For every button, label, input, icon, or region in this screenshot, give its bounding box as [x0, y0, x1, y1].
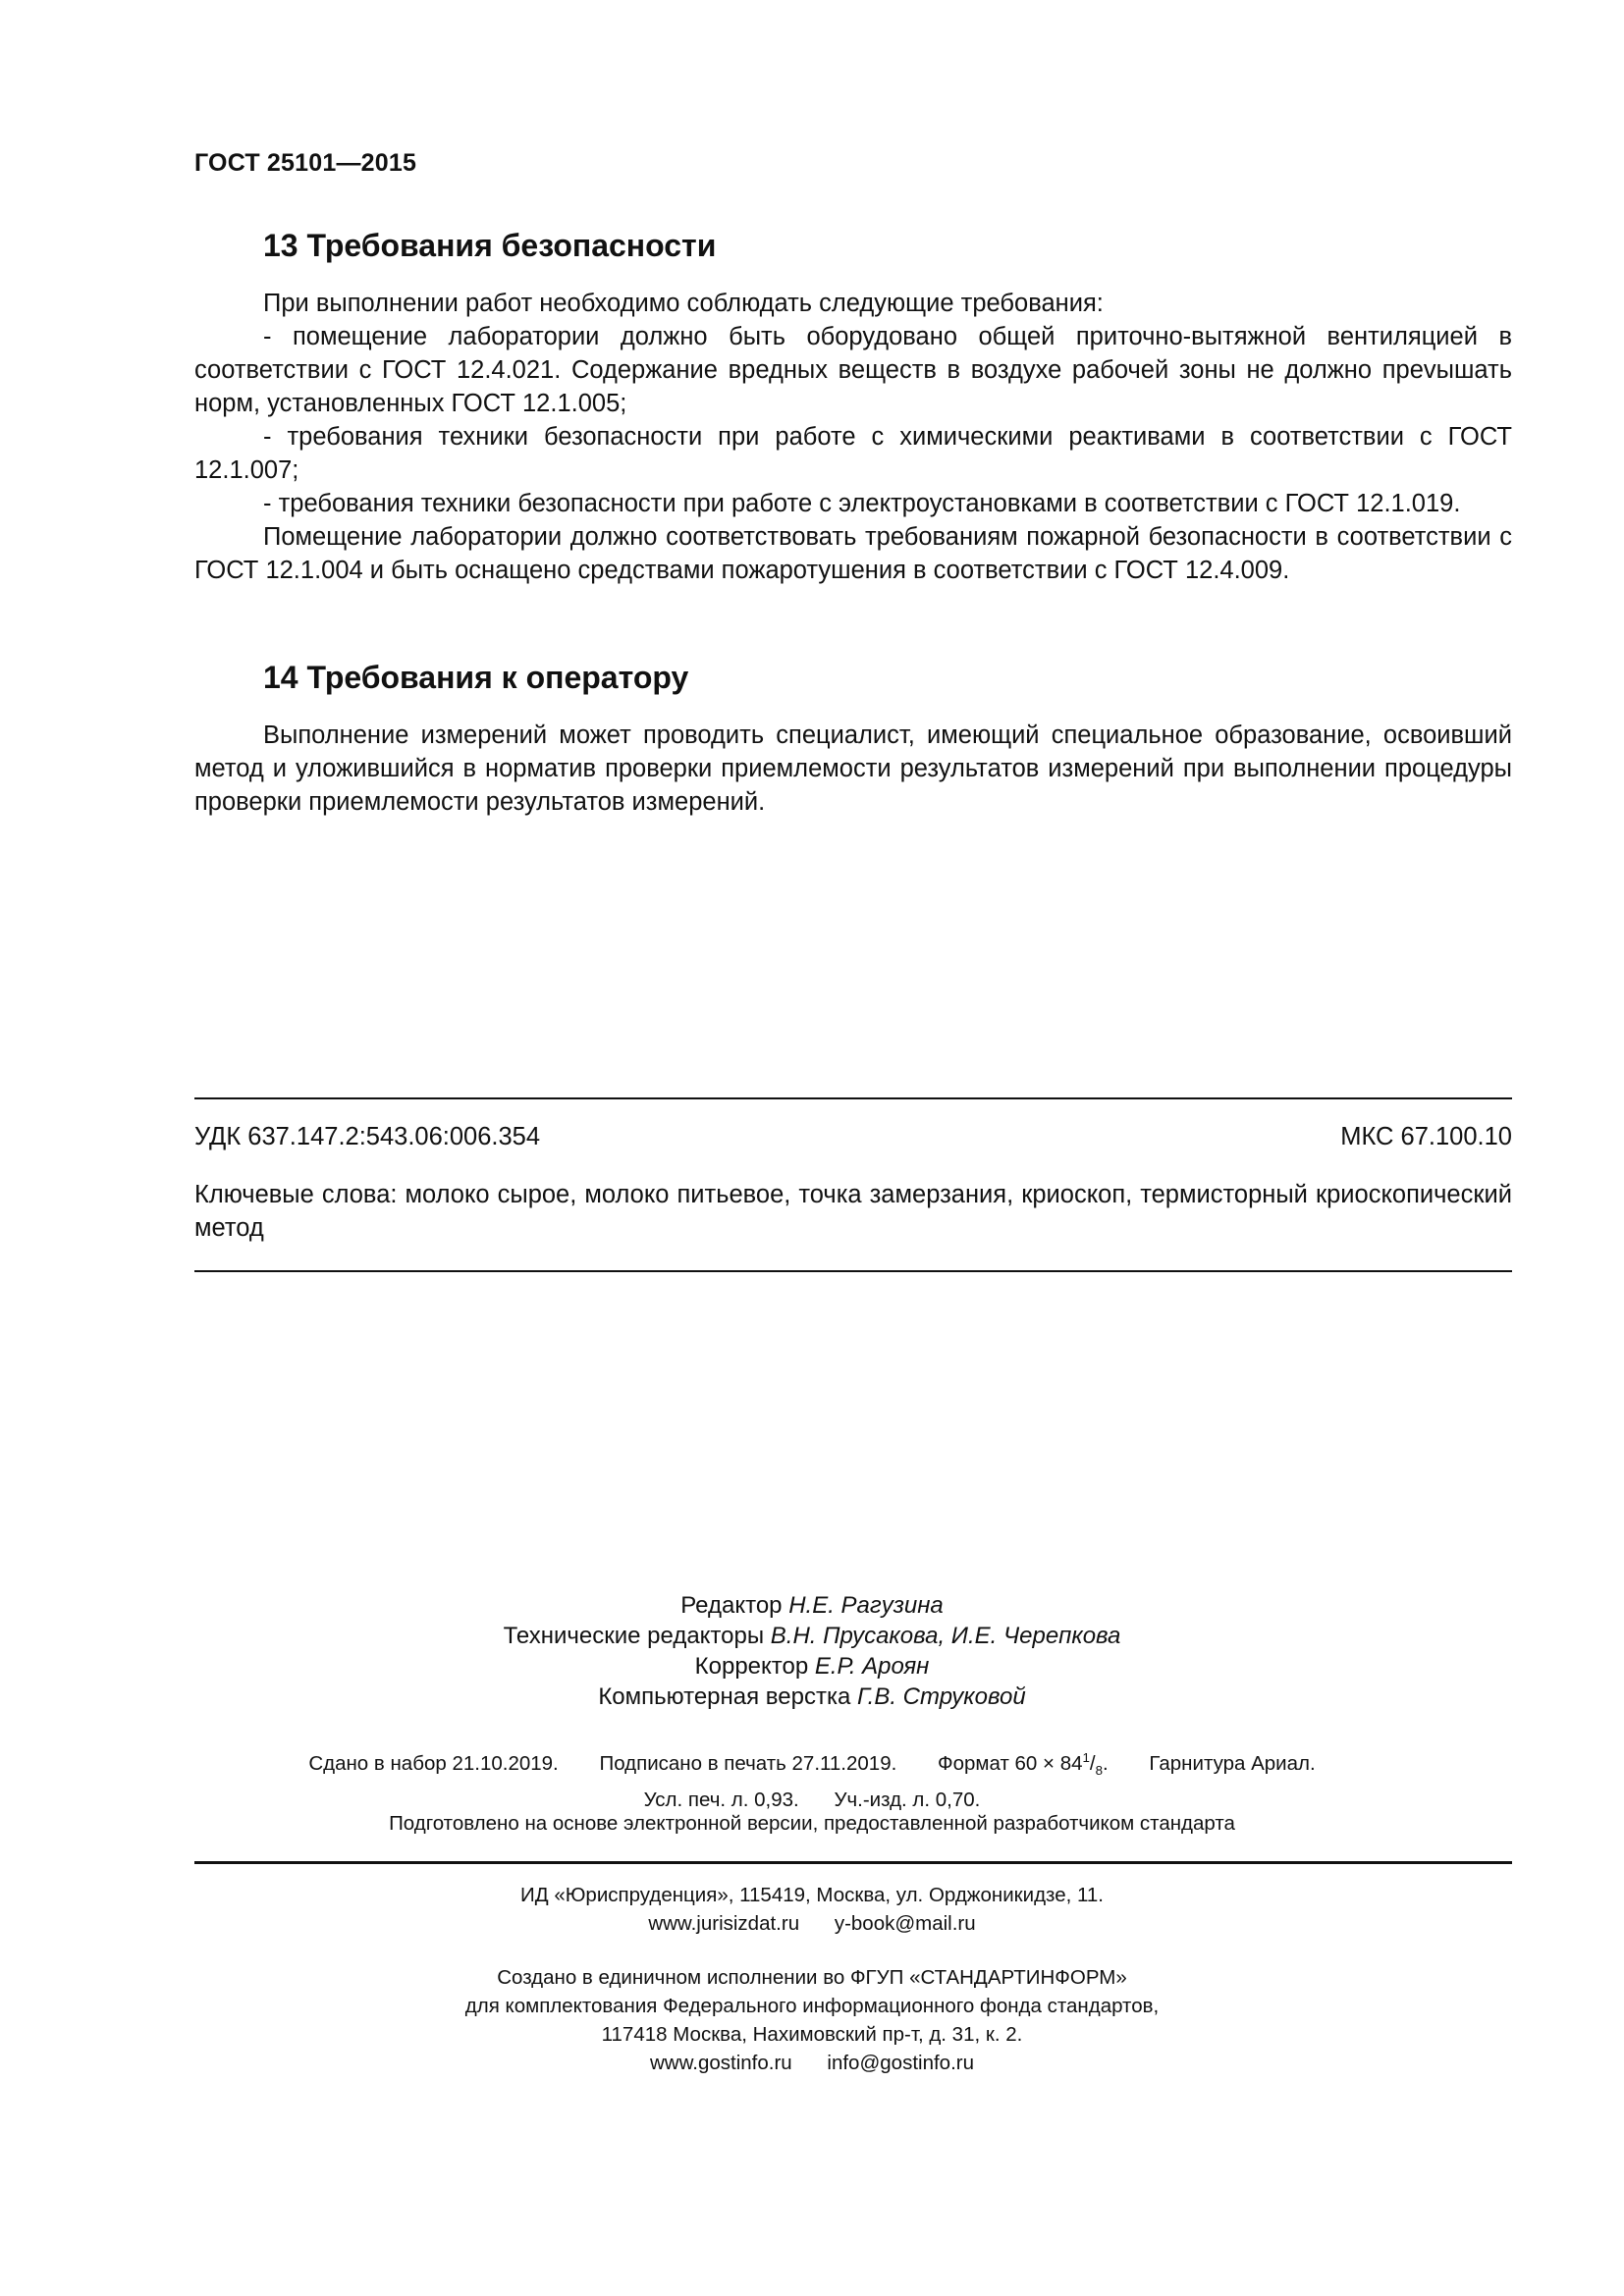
section-14-heading: 14 Требования к оператору	[263, 660, 689, 695]
section-13-item-3: - требования техники безопасности при работе с электроустановками в соответствии с ГОСТ 12.1.019.	[263, 490, 1461, 517]
created-contacts	[0, 2049, 1624, 2077]
divider-keywords	[194, 1270, 1512, 1272]
sent-to-typesetting: Сдано в набор 21.10.2019.	[308, 1751, 559, 1775]
section-13-fire-safety: Помещение лаборатории должно соответствовать требованиям пожарной безопасности в соответствии с ГОСТ 12.1.004 и быть оснащено средствами пожаротушения в соответствии с ГОСТ 12.4.009.	[194, 523, 1512, 584]
keywords: Ключевые слова: молоко сырое, молоко питьевое, точка замерзания, криоскоп, термисторный криоскопический метод	[194, 1181, 1512, 1242]
section-13-body	[194, 287, 1512, 587]
publisher-block	[0, 1881, 1624, 1938]
credits-block	[0, 1590, 1624, 1712]
mks-code: МКС 67.100.10	[1340, 1123, 1512, 1150]
credit-editor: Редактор Н.Е. Рагузина	[680, 1592, 944, 1619]
section-13-heading: 13 Требования безопасности	[263, 228, 717, 263]
document-code: ГОСТ 25101—2015	[194, 149, 417, 177]
publisher-contacts	[0, 1909, 1624, 1938]
section-14-text: Выполнение измерений может проводить специалист, имеющий специальное образование, освоивший метод и уложившийся в норматив проверки приемлемости результатов измерений при выполнении процедуры проверки приемлемости результатов измерений.	[194, 721, 1512, 816]
paper-format: Формат $60 \times 84^1/_8$.	[938, 1750, 1109, 1778]
publisher-site: www.jurisizdat.ru	[648, 1912, 800, 1935]
section-13-item-2: - требования техники безопасности при работе с химическими реактивами в соответствии с ГОСТ 12.1.007;	[194, 423, 1512, 484]
tech-editors-names: В.Н. Прусакова, И.Е. Черепкова	[770, 1623, 1121, 1649]
created-line-1: Создано в единичном исполнении во ФГУП «СТАНДАРТИНФОРМ»	[497, 1966, 1127, 1989]
udk-code: УДК 637.147.2:543.06:006.354	[194, 1123, 541, 1150]
corrector-name: Е.Р. Ароян	[814, 1653, 930, 1680]
classification-row	[194, 1123, 1512, 1151]
credit-layout: Компьютерная верстка Г.В. Струковой	[598, 1683, 1026, 1710]
section-13-item-1: - помещение лаборатории должно быть оборудовано общей приточно-вытяжной вентиляцией в соответствии с ГОСТ 12.4.021. Содержание вредных веществ в воздухе рабочей зоны не должно преvышать норм, установленных ГОСТ 12.1.005;	[194, 323, 1512, 417]
print-info-line-1	[0, 1743, 1624, 1786]
credit-tech-editors: Технические редакторы В.Н. Прусакова, И.Е. Черепкова	[503, 1623, 1121, 1649]
created-site: www.gostinfo.ru	[650, 2052, 792, 2074]
printed-sheets: Усл. печ. л. 0,93.	[643, 1788, 799, 1811]
divider-publisher	[194, 1861, 1512, 1864]
created-block	[0, 1963, 1624, 2077]
publisher-address: ИД «Юриспруденция», 115419, Москва, ул. Орджоникидзе, 11.	[520, 1884, 1104, 1906]
created-line-2: для комплектования Федерального информационного фонда стандартов,	[464, 1995, 1160, 2017]
publisher-sheets: Уч.-изд. л. 0,70.	[834, 1788, 981, 1811]
credit-corrector: Корректор Е.Р. Ароян	[694, 1653, 930, 1680]
divider-top	[194, 1097, 1512, 1099]
section-13-intro: При выполнении работ необходимо соблюдать следующие требования:	[263, 290, 1104, 317]
typeface: Гарнитура Ариал.	[1149, 1751, 1316, 1775]
editor-name: Н.Е. Рагузина	[788, 1592, 944, 1619]
publisher-email: y-book@mail.ru	[834, 1912, 976, 1935]
print-info	[0, 1743, 1624, 1815]
layout-name: Г.В. Струковой	[857, 1683, 1026, 1710]
section-14-body	[194, 719, 1512, 819]
print-info-line-2	[0, 1786, 1624, 1815]
signed-for-print: Подписано в печать 27.11.2019.	[599, 1751, 897, 1775]
created-email: info@gostinfo.ru	[827, 2052, 974, 2074]
created-line-3: 117418 Москва, Нахимовский пр-т, д. 31, к. 2.	[601, 2023, 1023, 2046]
prepared-note: Подготовлено на основе электронной версии, предоставленной разработчиком стандарта	[389, 1812, 1235, 1835]
